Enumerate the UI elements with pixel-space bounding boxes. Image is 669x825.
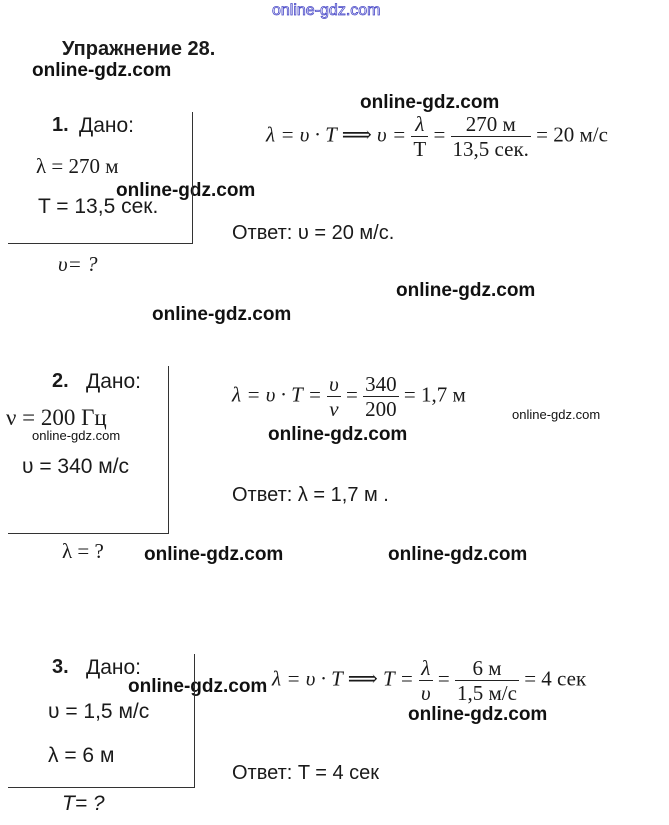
watermark: online-gdz.com [268,424,408,445]
equation-result: = 20 м/с [536,122,608,147]
solution-equation [272,656,586,705]
given-divider-horizontal [8,787,195,788]
watermark: online-gdz.com [512,407,601,422]
given-divider-vertical [168,366,169,534]
given-divider-horizontal [8,533,169,534]
fraction-denominator: 1,5 м/с [457,681,517,706]
given-divider-vertical [192,112,193,244]
fraction-denominator: ν [329,397,339,422]
given-speed: υ = 340 м/с [22,455,130,478]
watermark: online-gdz.com [408,704,548,725]
given-wavelength: λ = 270 м [36,154,119,178]
fraction-numerator: υ [329,372,339,396]
watermark: online-gdz.com [116,180,256,201]
given-period: T = 13,5 сек. [38,195,159,218]
answer: Ответ: υ = 20 м/с. [232,222,395,244]
equals-sign: = [346,382,358,407]
equals-sign: = [433,122,446,147]
watermark: online-gdz.com [32,60,172,81]
given-frequency: ν = 200 Гц [6,405,107,430]
answer: Ответ: λ = 1,7 м . [232,484,389,506]
solution-equation [266,112,608,161]
fraction [451,112,531,161]
exercise-heading: Упражнение 28. [62,38,216,60]
equation-lhs: λ = υ · T ⟹ υ = [266,122,407,147]
fraction-numerator: λ [419,656,433,681]
problem-number: 2. [52,370,69,392]
problem-number: 3. [52,656,69,678]
fraction-denominator: υ [421,681,431,706]
find-quantity: λ = ? [62,539,104,563]
solution-equation [232,372,466,421]
fraction [455,656,519,705]
equals-sign: = [437,666,450,691]
given-divider-vertical [194,654,195,788]
watermark: online-gdz.com [128,676,268,697]
watermark: online-gdz.com [388,544,528,565]
fraction [411,112,428,161]
equation-result: = 4 сек [524,666,587,691]
fraction-numerator: 270 м [451,112,531,137]
find-quantity: T= ? [62,792,105,815]
watermark: online-gdz.com [360,92,500,113]
watermark: online-gdz.com [396,280,536,301]
fraction [419,656,433,705]
watermark: online-gdz.com [144,544,284,565]
watermark: online-gdz.com [32,428,121,443]
fraction-numerator: 340 [365,372,397,396]
equation-lhs: λ = υ · T = [232,382,322,407]
fraction-numerator: λ [411,112,428,137]
fraction-denominator: 13,5 сек. [452,137,529,162]
given-label: Дано: [86,656,142,679]
given-divider-horizontal [8,243,193,244]
fraction [327,372,341,421]
given-speed: υ = 1,5 м/с [48,700,150,723]
fraction-denominator: 200 [365,397,397,422]
watermark: online-gdz.com [152,304,292,325]
fraction-numerator: 6 м [455,656,519,681]
watermark-top: online-gdz.com [272,2,381,19]
equation-lhs: λ = υ · T ⟹ T = [272,666,414,691]
equation-result: = 1,7 м [403,382,466,407]
fraction-denominator: T [413,137,427,162]
given-label: Дано: [79,114,135,137]
given-label: Дано: [86,370,142,393]
find-quantity: υ= ? [58,252,98,276]
problem-number: 1. [52,114,69,136]
answer: Ответ: T = 4 сек [232,762,380,784]
given-wavelength: λ = 6 м [48,744,115,767]
fraction [363,372,399,421]
